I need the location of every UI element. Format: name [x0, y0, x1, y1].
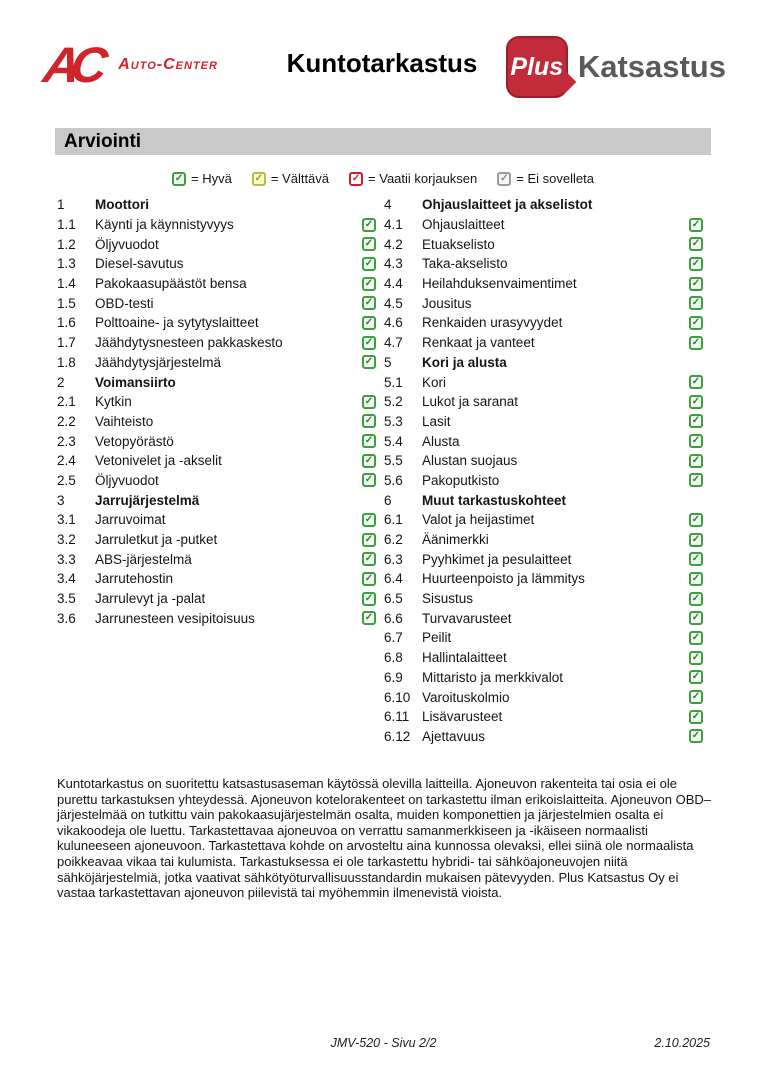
item-label: Kytkin: [95, 394, 132, 410]
status-checkbox-good-icon: ✓: [689, 296, 703, 310]
status-checkbox-good-icon: ✓: [172, 172, 186, 186]
status-checkbox-good-icon: ✓: [689, 572, 703, 586]
status-checkbox-good-icon: ✓: [689, 611, 703, 625]
checklist-item-row: [384, 254, 703, 274]
item-label: Lisävarusteet: [422, 709, 503, 725]
checklist-item-row: [57, 510, 376, 530]
checklist-item-row: [384, 668, 703, 688]
status-checkbox-good-icon: ✓: [689, 473, 703, 487]
item-number: 4.5: [384, 295, 403, 311]
checklist-item-row: [57, 412, 376, 432]
ac-logo-mark-icon: AC: [40, 37, 103, 93]
assessment-section-title: Arviointi: [64, 130, 142, 152]
checklist: [57, 195, 703, 746]
checkbox-slot: [356, 513, 376, 527]
section-title: Ohjauslaitteet ja akselistot: [422, 197, 593, 213]
status-checkbox-good-icon: ✓: [362, 395, 376, 409]
item-number: 6.6: [384, 610, 403, 626]
status-checkbox-good-icon: ✓: [362, 434, 376, 448]
item-number: 4.4: [384, 276, 403, 292]
section-number: 5: [384, 354, 392, 370]
status-checkbox-good-icon: ✓: [362, 257, 376, 271]
checkbox-slot: [356, 533, 376, 547]
item-number: 4.1: [384, 217, 403, 233]
status-checkbox-good-icon: ✓: [362, 513, 376, 527]
checklist-item-row: [384, 431, 703, 451]
status-checkbox-good-icon: ✓: [689, 257, 703, 271]
item-number: 6.4: [384, 571, 403, 587]
checklist-column-right: [384, 195, 703, 746]
status-checkbox-good-icon: ✓: [362, 296, 376, 310]
status-checkbox-good-icon: ✓: [689, 690, 703, 704]
checklist-item-row: [57, 353, 376, 373]
item-label: Turvavarusteet: [422, 610, 512, 626]
checklist-item-row: [57, 569, 376, 589]
checkbox-slot: [356, 592, 376, 606]
legend-label: = Vaatii korjauksen: [368, 171, 478, 186]
status-checkbox-na-icon: ✓: [497, 172, 511, 186]
checkbox-slot: [683, 336, 703, 350]
plus-badge-icon: Plus: [506, 36, 568, 98]
checkbox-slot: [683, 611, 703, 625]
checkbox-slot: [683, 257, 703, 271]
checkbox-slot: [683, 218, 703, 232]
checklist-item-row: [384, 608, 703, 628]
checklist-section-row: [384, 195, 703, 215]
checkbox-slot: [356, 316, 376, 330]
checklist-item-row: [384, 293, 703, 313]
status-checkbox-good-icon: ✓: [362, 572, 376, 586]
checkbox-slot: [683, 237, 703, 251]
status-checkbox-good-icon: ✓: [362, 592, 376, 606]
checkbox-slot: [683, 552, 703, 566]
item-label: Jarrulevyt ja -palat: [95, 591, 206, 607]
checklist-item-row: [384, 707, 703, 727]
item-label: Jäähdytysjärjestelmä: [95, 354, 222, 370]
checklist-item-row: [384, 471, 703, 491]
checklist-item-row: [384, 510, 703, 530]
checklist-item-row: [57, 313, 376, 333]
checkbox-slot: [356, 296, 376, 310]
checkbox-slot: [356, 395, 376, 409]
status-checkbox-good-icon: ✓: [689, 218, 703, 232]
status-checkbox-good-icon: ✓: [362, 473, 376, 487]
status-checkbox-good-icon: ✓: [362, 454, 376, 468]
checklist-item-row: [57, 471, 376, 491]
item-label: Pyyhkimet ja pesulaitteet: [422, 551, 572, 567]
checkbox-slot: [356, 355, 376, 369]
checkbox-slot: [683, 513, 703, 527]
item-number: 3.2: [57, 532, 76, 548]
status-checkbox-good-icon: ✓: [362, 316, 376, 330]
checkbox-slot: [683, 690, 703, 704]
item-label: Ajettavuus: [422, 728, 486, 744]
item-number: 4.2: [384, 236, 403, 252]
checklist-item-row: [57, 215, 376, 235]
item-number: 1.6: [57, 315, 76, 331]
checklist-section-row: [384, 353, 703, 373]
checklist-item-row: [57, 549, 376, 569]
checklist-item-row: [384, 727, 703, 747]
checkbox-slot: [683, 296, 703, 310]
legend-label: = Välttävä: [270, 171, 330, 186]
checkbox-slot: [683, 473, 703, 487]
section-title: Kori ja alusta: [422, 354, 507, 370]
section-title: Voimansiirto: [95, 374, 176, 390]
item-number: 1.8: [57, 354, 76, 370]
item-number: 6.5: [384, 591, 403, 607]
checklist-section-row: [57, 195, 376, 215]
checkbox-slot: [356, 336, 376, 350]
item-number: 5.5: [384, 453, 403, 469]
item-number: 3.3: [57, 551, 76, 567]
section-number: 1: [57, 197, 65, 213]
checklist-item-row: [57, 530, 376, 550]
item-label: Jäähdytysnesteen pakkaskesto: [95, 335, 283, 351]
item-number: 4.6: [384, 315, 403, 331]
item-number: 1.4: [57, 276, 76, 292]
checkbox-slot: [356, 611, 376, 625]
checklist-item-row: [57, 333, 376, 353]
item-label: Äänimerkki: [422, 532, 489, 548]
disclaimer-text: Kuntotarkastus on suoritettu katsastusaseman käytössä olevilla laitteilla. Ajoneuvon rakenteita tai osia ei ole purettu tarkastuksen yhteydessä. Ajoneuvon kotelorakenteet on tarkastettu ilman erikoislaitteita. Ajoneuvon OBD–järjestelmää on tutkittu vain pakokaasujärjestelmän osalta, muiden komponettien ja järjestelmien osalta ei vikakoodeja ole luettu. Tarkastettavaa ajoneuvoa on verrattu samanmerkkiseen ja -ikäiseen normaalisti kuluneeseen ajoneuvoon. Tarkastettava kohde on arvosteltu aina kunnossa olevaksi, ellei siinä ole normaalista poikkeavaa vikaa tai kulumista. Tarkastuksessa ei ole tarkastettu hybridi- tai sähköajoneuvojen niitä sähköjärjestelmiä, jotka vaativat sähkötyöturvallisuusstandardin mukaisen pätevyyden. Plus Katsastus Oy ei vastaa tarkastettavan ajoneuvon piilevistä tai myöhemmin ilmenevistä vioista.: [57, 776, 711, 901]
checkbox-slot: [683, 592, 703, 606]
section-number: 6: [384, 492, 392, 508]
item-label: Lasit: [422, 413, 451, 429]
item-label: Jousitus: [422, 295, 472, 311]
item-label: Jarrutehostin: [95, 571, 174, 587]
item-number: 1.7: [57, 335, 76, 351]
section-number: 2: [57, 374, 65, 390]
checkbox-slot: [356, 414, 376, 428]
item-label: Renkaiden urasyvyydet: [422, 315, 563, 331]
status-checkbox-good-icon: ✓: [689, 237, 703, 251]
item-number: 3.4: [57, 571, 76, 587]
status-checkbox-good-icon: ✓: [689, 375, 703, 389]
status-checkbox-good-icon: ✓: [689, 670, 703, 684]
status-checkbox-good-icon: ✓: [689, 552, 703, 566]
item-label: Vetonivelet ja -akselit: [95, 453, 222, 469]
status-checkbox-good-icon: ✓: [689, 631, 703, 645]
item-number: 2.1: [57, 394, 76, 410]
checklist-item-row: [57, 451, 376, 471]
status-checkbox-good-icon: ✓: [689, 513, 703, 527]
item-number: 3.5: [57, 591, 76, 607]
checklist-item-row: [384, 628, 703, 648]
status-checkbox-good-icon: ✓: [689, 729, 703, 743]
item-number: 6.12: [384, 728, 411, 744]
checkbox-slot: [356, 552, 376, 566]
status-checkbox-fair-icon: ✓: [252, 172, 266, 186]
checklist-item-row: [57, 392, 376, 412]
item-number: 1.3: [57, 256, 76, 272]
checkbox-slot: [683, 631, 703, 645]
status-checkbox-good-icon: ✓: [689, 710, 703, 724]
item-label: Pakoputkisto: [422, 472, 500, 488]
item-label: Peilit: [422, 630, 452, 646]
item-number: 3.6: [57, 610, 76, 626]
section-number: 3: [57, 492, 65, 508]
section-title: Moottori: [95, 197, 149, 213]
checkbox-slot: [683, 572, 703, 586]
status-checkbox-good-icon: ✓: [689, 592, 703, 606]
checklist-item-row: [57, 293, 376, 313]
item-number: 5.1: [384, 374, 403, 390]
checkbox-slot: [683, 454, 703, 468]
item-label: Jarruvoimat: [95, 512, 166, 528]
checklist-item-row: [384, 530, 703, 550]
checklist-item-row: [384, 215, 703, 235]
checklist-item-row: [57, 234, 376, 254]
status-checkbox-good-icon: ✓: [689, 454, 703, 468]
item-label: Pakokaasupäästöt bensa: [95, 276, 247, 292]
item-label: Alusta: [422, 433, 460, 449]
checklist-section-row: [57, 490, 376, 510]
checklist-section-row: [384, 490, 703, 510]
status-checkbox-good-icon: ✓: [362, 611, 376, 625]
item-number: 6.10: [384, 689, 411, 705]
checkbox-slot: [356, 218, 376, 232]
item-number: 5.6: [384, 472, 403, 488]
item-label: Jarruletkut ja -putket: [95, 532, 218, 548]
status-legend: [55, 171, 711, 186]
item-label: Kori: [422, 374, 447, 390]
item-label: ABS-järjestelmä: [95, 551, 192, 567]
item-label: Vetopyörästö: [95, 433, 174, 449]
item-label: OBD-testi: [95, 295, 154, 311]
item-label: Etuakselisto: [422, 236, 495, 252]
status-checkbox-good-icon: ✓: [362, 237, 376, 251]
item-number: 5.2: [384, 394, 403, 410]
checkbox-slot: [356, 277, 376, 291]
item-label: Renkaat ja vanteet: [422, 335, 535, 351]
footer-date: 2.10.2025: [654, 1036, 710, 1050]
status-checkbox-good-icon: ✓: [689, 277, 703, 291]
section-title: Jarrujärjestelmä: [95, 492, 200, 508]
item-label: Vaihteisto: [95, 413, 154, 429]
status-checkbox-good-icon: ✓: [689, 434, 703, 448]
status-checkbox-good-icon: ✓: [689, 414, 703, 428]
checklist-item-row: [384, 372, 703, 392]
checklist-item-row: [384, 549, 703, 569]
item-number: 4.3: [384, 256, 403, 272]
checkbox-slot: [683, 316, 703, 330]
item-number: 1.1: [57, 217, 76, 233]
legend-item-good: [172, 171, 232, 186]
item-label: Diesel-savutus: [95, 256, 184, 272]
checkbox-slot: [683, 670, 703, 684]
checklist-item-row: [384, 648, 703, 668]
plus-katsastus-logo: [506, 36, 726, 98]
item-label: Huurteenpoisto ja lämmitys: [422, 571, 585, 587]
item-label: Ohjauslaitteet: [422, 217, 505, 233]
checklist-item-row: [384, 234, 703, 254]
checklist-item-row: [384, 687, 703, 707]
checklist-column-left: [57, 195, 376, 746]
status-checkbox-good-icon: ✓: [362, 336, 376, 350]
checkbox-slot: [356, 237, 376, 251]
item-number: 6.7: [384, 630, 403, 646]
status-checkbox-good-icon: ✓: [689, 336, 703, 350]
item-label: Taka-akselisto: [422, 256, 508, 272]
assessment-section-bar: [55, 128, 711, 155]
status-checkbox-good-icon: ✓: [362, 414, 376, 428]
checklist-item-row: [57, 431, 376, 451]
checkbox-slot: [356, 257, 376, 271]
status-checkbox-good-icon: ✓: [362, 533, 376, 547]
status-checkbox-repair-icon: ✓: [349, 172, 363, 186]
item-number: 2.3: [57, 433, 76, 449]
item-number: 6.11: [384, 709, 410, 725]
checklist-item-row: [57, 608, 376, 628]
status-checkbox-good-icon: ✓: [689, 533, 703, 547]
item-number: 4.7: [384, 335, 403, 351]
checkbox-slot: [356, 572, 376, 586]
checkbox-slot: [356, 434, 376, 448]
auto-center-logo-text: Auto-Center: [118, 56, 218, 73]
legend-item-fair: [252, 171, 329, 186]
page-title: Kuntotarkastus: [286, 48, 478, 78]
status-checkbox-good-icon: ✓: [689, 395, 703, 409]
checklist-item-row: [57, 589, 376, 609]
item-label: Heilahduksenvaimentimet: [422, 276, 577, 292]
item-label: Lukot ja saranat: [422, 394, 519, 410]
item-number: 2.5: [57, 472, 76, 488]
item-label: Jarrunesteen vesipitoisuus: [95, 610, 255, 626]
item-number: 2.2: [57, 413, 76, 429]
item-number: 6.8: [384, 650, 403, 666]
item-label: Alustan suojaus: [422, 453, 518, 469]
checkbox-slot: [356, 454, 376, 468]
checkbox-slot: [683, 434, 703, 448]
item-number: 6.1: [384, 512, 403, 528]
checkbox-slot: [683, 414, 703, 428]
status-checkbox-good-icon: ✓: [689, 316, 703, 330]
item-number: 6.3: [384, 551, 403, 567]
status-checkbox-good-icon: ✓: [689, 651, 703, 665]
status-checkbox-good-icon: ✓: [362, 355, 376, 369]
checkbox-slot: [683, 375, 703, 389]
item-number: 6.2: [384, 532, 403, 548]
legend-item-na: [497, 171, 594, 186]
status-checkbox-good-icon: ✓: [362, 277, 376, 291]
checkbox-slot: [356, 473, 376, 487]
katsastus-logo-text: Katsastus: [577, 49, 726, 84]
item-label: Polttoaine- ja sytytyslaitteet: [95, 315, 259, 331]
status-checkbox-good-icon: ✓: [362, 552, 376, 566]
item-label: Valot ja heijastimet: [422, 512, 535, 528]
legend-label: = Hyvä: [191, 171, 232, 186]
footer-page-label: JMV-520 - Sivu 2/2: [330, 1036, 437, 1050]
legend-label: = Ei sovelleta: [516, 171, 594, 186]
item-label: Sisustus: [422, 591, 474, 607]
checklist-item-row: [384, 589, 703, 609]
section-title: Muut tarkastuskohteet: [422, 492, 567, 508]
item-label: Öljyvuodot: [95, 472, 159, 488]
checklist-item-row: [57, 254, 376, 274]
checkbox-slot: [683, 277, 703, 291]
checklist-section-row: [57, 372, 376, 392]
item-label: Mittaristo ja merkkivalot: [422, 669, 564, 685]
item-number: 5.3: [384, 413, 403, 429]
checklist-item-row: [57, 274, 376, 294]
item-number: 1.5: [57, 295, 76, 311]
checklist-item-row: [384, 451, 703, 471]
checkbox-slot: [683, 533, 703, 547]
item-label: Hallintalaitteet: [422, 650, 507, 666]
checklist-item-row: [384, 313, 703, 333]
item-number: 5.4: [384, 433, 403, 449]
section-number: 4: [384, 197, 392, 213]
item-label: Öljyvuodot: [95, 236, 159, 252]
checklist-item-row: [384, 412, 703, 432]
item-label: Käynti ja käynnistyvyys: [95, 217, 234, 233]
item-number: 6.9: [384, 669, 403, 685]
page-footer: [57, 1036, 710, 1052]
item-number: 2.4: [57, 453, 76, 469]
item-number: 3.1: [57, 512, 76, 528]
checklist-item-row: [384, 333, 703, 353]
status-checkbox-good-icon: ✓: [362, 218, 376, 232]
checklist-item-row: [384, 274, 703, 294]
item-number: 1.2: [57, 236, 76, 252]
checklist-item-row: [384, 392, 703, 412]
checkbox-slot: [683, 710, 703, 724]
legend-item-repair: [349, 171, 477, 186]
item-label: Varoituskolmio: [422, 689, 510, 705]
checkbox-slot: [683, 651, 703, 665]
checkbox-slot: [683, 395, 703, 409]
checklist-item-row: [384, 569, 703, 589]
checkbox-slot: [683, 729, 703, 743]
